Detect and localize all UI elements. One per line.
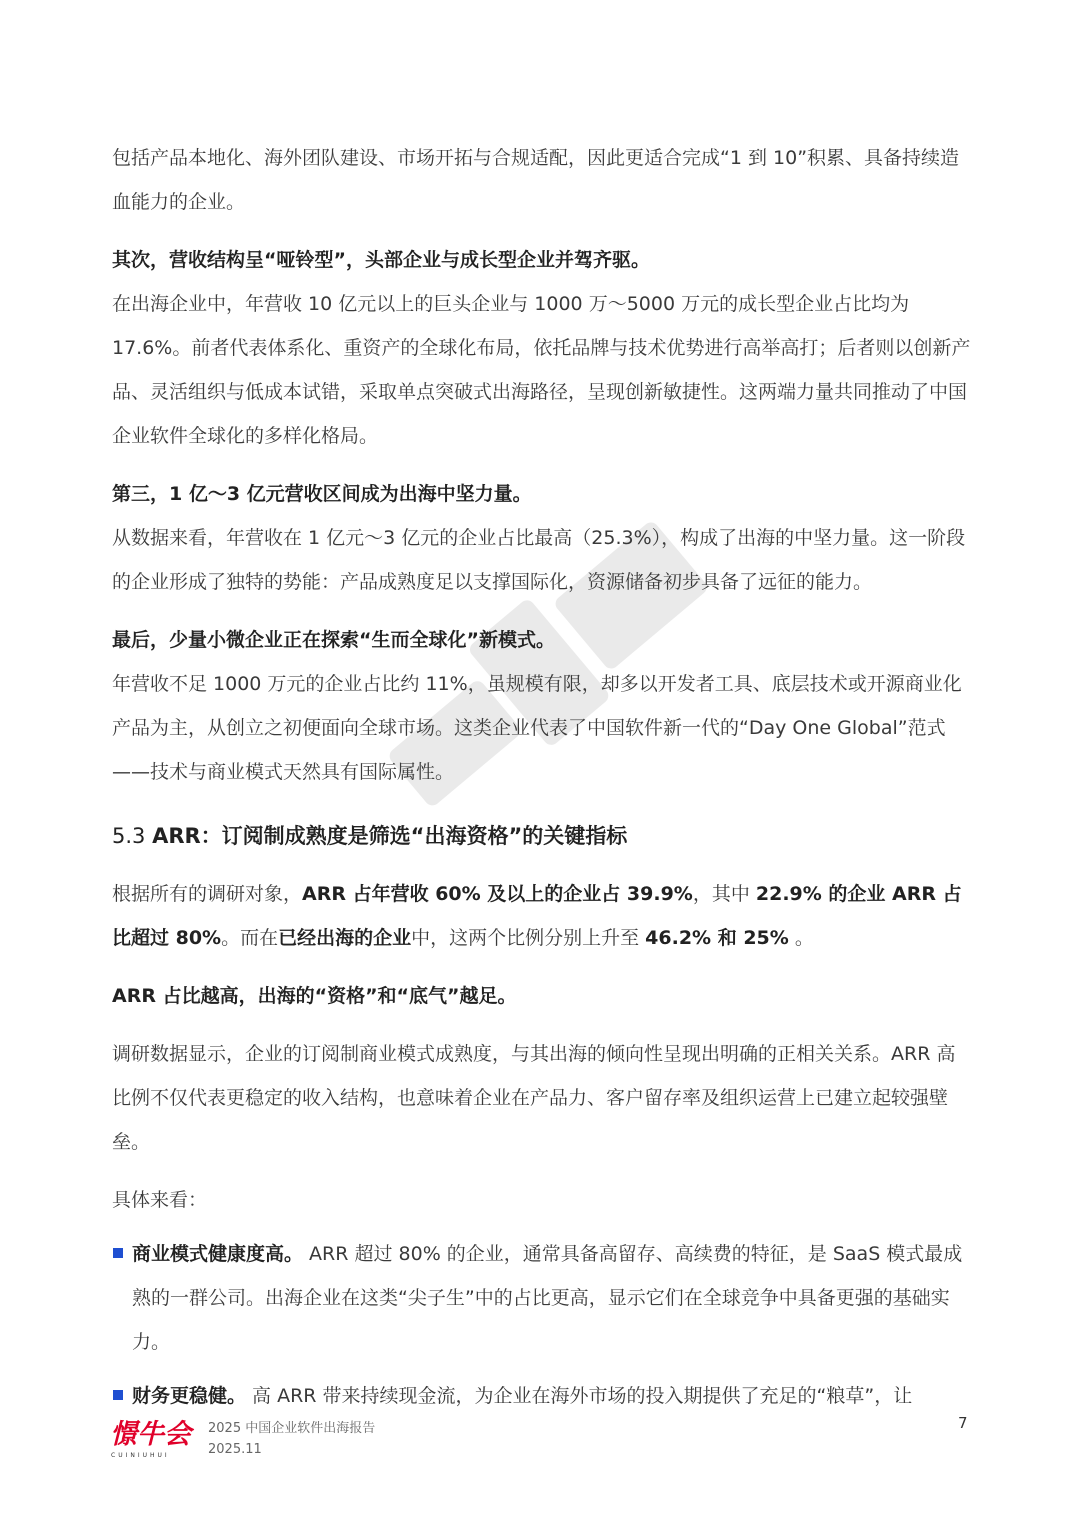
paragraph-dumbbell: 在出海企业中，年营收 10 亿元以上的巨头企业与 1000 万～5000 万元的成长型企业占比均为 17.6%。前者代表体系化、重资产的全球化布局，依托品牌与技术优势进行高举高打；后者则以创新产品、灵活组织与低成本试错，采取单点突破式出海路径，呈现创新敏捷性。这两端力量共同推动了中国企业软件全球化的多样化格局。 bbox=[112, 293, 971, 447]
text-run: ，其中 bbox=[692, 883, 756, 905]
emphasis-run: 22.9% 的企业 ARR 占比超过 80% bbox=[112, 883, 962, 949]
section-title-text: ARR：订阅制成熟度是筛选“出海资格”的关键指标 bbox=[152, 824, 628, 848]
bullet-item bbox=[112, 1232, 972, 1364]
heading-arr-ratio: ARR 占比越高，出海的“资格”和“底气”越足。 bbox=[112, 985, 517, 1007]
paragraph-arr-correlation: 调研数据显示，企业的订阅制商业模式成熟度，与其出海的倾向性呈现出明确的正相关关系。ARR 高比例不仅代表更稳定的收入结构，也意味着企业在产品力、客户留存率及组织运营上已建立起较强壁垒。 bbox=[112, 1043, 956, 1153]
text-run: 根据所有的调研对象， bbox=[112, 883, 303, 905]
paragraph-arr-stats bbox=[112, 872, 972, 960]
paragraph-midsize: 从数据来看，年营收在 1 亿元～3 亿元的企业占比最高（25.3%），构成了出海的中坚力量。这一阶段的企业形成了独特的势能：产品成熟度足以支撑国际化，资源储备初步具备了远征的能力。 bbox=[112, 527, 966, 593]
text-run: 中，这两个比例分别上升至 bbox=[411, 927, 646, 949]
section-number: 5.3 bbox=[112, 824, 153, 848]
footer-report-title: 2025 中国企业软件出海报告 bbox=[208, 1421, 376, 1436]
paragraph-intro: 包括产品本地化、海外团队建设、市场开拓与合规适配，因此更适合完成“1 到 10”积累、具备持续造血能力的企业。 bbox=[112, 147, 960, 213]
heading-dumbbell: 其次，营收结构呈“哑铃型”，头部企业与成长型企业并驾齐驱。 bbox=[112, 249, 650, 271]
square-bullet-icon bbox=[113, 1248, 123, 1258]
text-run: 。 bbox=[788, 927, 814, 949]
footer-logo bbox=[110, 1413, 196, 1463]
paragraph-born-global: 年营收不足 1000 万元的企业占比约 11%，虽规模有限，却多以开发者工具、底层技术或开源商业化产品为主，从创立之初便面向全球市场。这类企业代表了中国软件新一代的“Day One Global”范式——技术与商业模式天然具有国际属性。 bbox=[112, 673, 962, 783]
bullet-item bbox=[112, 1374, 972, 1418]
bullet-text: ARR 超过 80% 的企业，通常具备高留存、高续费的特征，是 SaaS 模式最成熟的一群公司。出海企业在这类“尖子生”中的占比更高，显示它们在全球竞争中具备更强的基础实力。 bbox=[132, 1243, 963, 1353]
heading-born-global: 最后，少量小微企业正在探索“生而全球化”新模式。 bbox=[112, 629, 555, 651]
paragraph-specifics-intro: 具体来看： bbox=[112, 1189, 208, 1211]
square-bullet-icon bbox=[113, 1390, 123, 1400]
bullet-label: 财务更稳健。 bbox=[132, 1385, 247, 1407]
main-content bbox=[112, 136, 972, 1418]
text-run: 。而在 bbox=[221, 927, 279, 949]
emphasis-run: 已经出海的企业 bbox=[278, 927, 412, 949]
logo-text: 憬牛会 bbox=[110, 1419, 191, 1450]
section-title bbox=[112, 814, 972, 858]
bullet-label: 商业模式健康度高。 bbox=[132, 1243, 304, 1265]
page-number: 7 bbox=[958, 1414, 968, 1432]
bullet-text: 高 ARR 带来持续现金流，为企业在海外市场的投入期提供了充足的“粮草”，让 bbox=[246, 1385, 913, 1407]
emphasis-run: ARR 占年营收 60% 及以上的企业占 39.9% bbox=[302, 883, 693, 905]
emphasis-run: 46.2% 和 25% bbox=[645, 927, 789, 949]
heading-midsize: 第三，1 亿～3 亿元营收区间成为出海中坚力量。 bbox=[112, 483, 532, 505]
footer-date: 2025.11 bbox=[208, 1442, 262, 1457]
logo-subtext: CUINIUHUI bbox=[111, 1452, 170, 1459]
